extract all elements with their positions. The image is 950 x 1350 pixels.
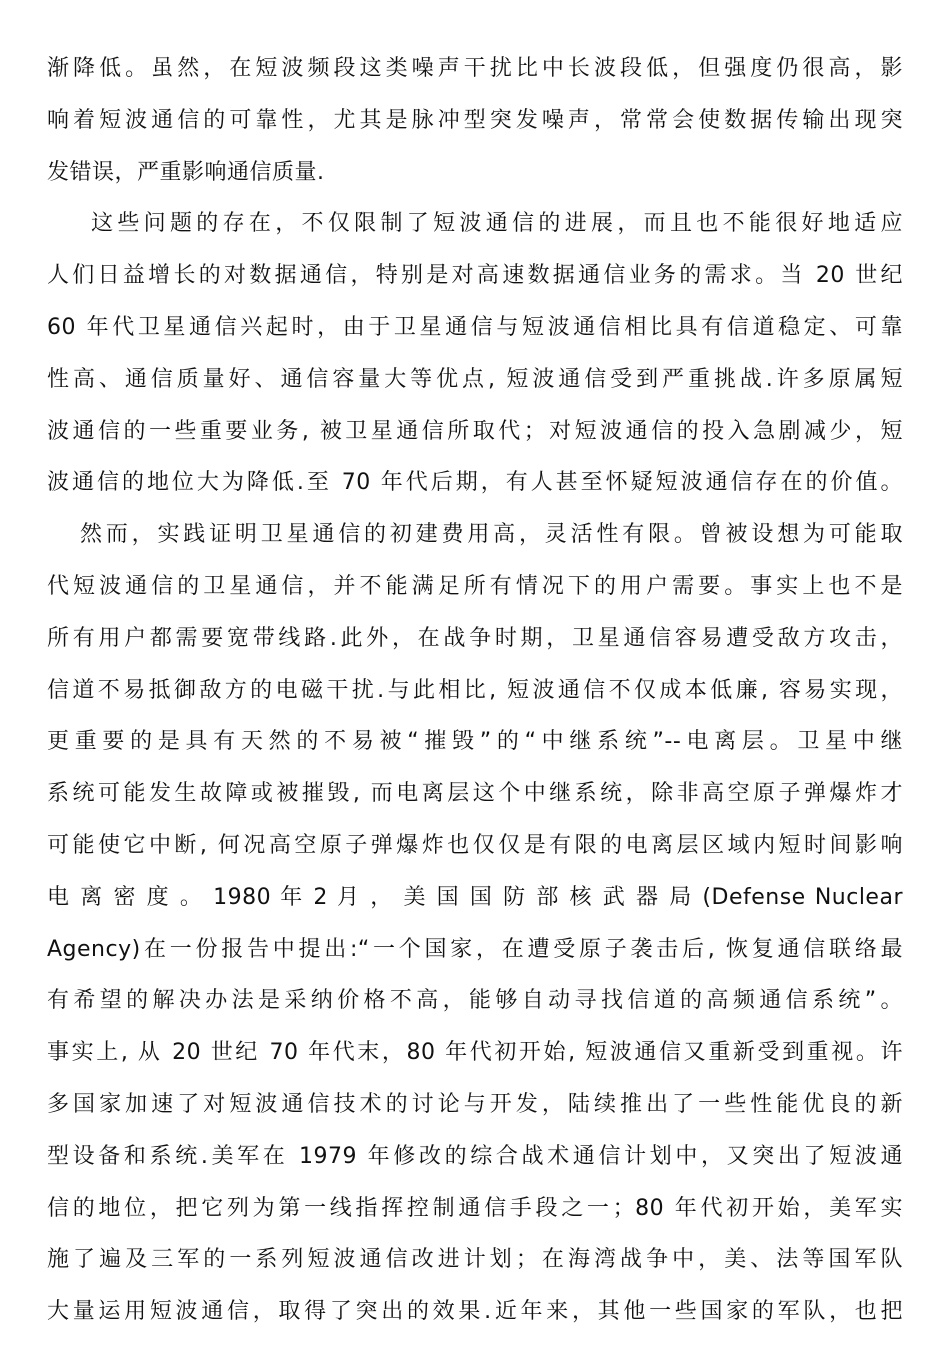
- text-line: 代短波通信的卫星通信，并不能满足所有情况下的用户需要。事实上也不是: [47, 573, 903, 599]
- text-line: 渐降低。虽然，在短波频段这类噪声干扰比中长波段低，但强度仍很高，影: [47, 56, 903, 81]
- text-line: 响着短波通信的可靠性，尤其是脉冲型突发噪声，常常会使数据传输出现突: [47, 107, 903, 133]
- text-line: 施了遍及三军的一系列短波通信改进计划；在海湾战争中，美、法等国军队: [47, 1247, 903, 1273]
- document-page: [47, 55, 903, 1350]
- text-line: 多国家加速了对短波通信技术的讨论与开发，陆续推出了一些性能优良的新: [47, 1091, 903, 1117]
- text-line: 大量运用短波通信，取得了突出的效果.近年来，其他一些国家的军队，也把: [47, 1299, 903, 1325]
- text-line: 有希望的解决办法是采纳价格不高，能够自动寻找信道的高频通信系统”。: [47, 988, 903, 1014]
- text-line: 性高、通信质量好、通信容量大等优点, 短波通信受到严重挑战.许多原属短: [47, 366, 903, 392]
- text-line: 电 离 密 度 。 1980 年 2 月 ， 美 国 国 防 部 核 武 器 局 (Defense Nuclear: [47, 884, 903, 910]
- text-line: 型设备和系统.美军在 1979 年修改的综合战术通信计划中，又突出了短波通: [47, 1143, 903, 1169]
- text-line: 信的地位，把它列为第一线指挥控制通信手段之一；80 年代初开始，美军实: [47, 1195, 903, 1221]
- text-line: 更重要的是具有天然的不易被“摧毁”的“中继系统”--电离层。卫星中继: [47, 729, 903, 755]
- text-line: 波通信的地位大为降低.至 70 年代后期，有人甚至怀疑短波通信存在的价值。: [47, 470, 903, 496]
- text-line: 波通信的一些重要业务, 被卫星通信所取代；对短波通信的投入急剧减少，短: [47, 418, 903, 444]
- text-line: 人们日益增长的对数据通信，特别是对高速数据通信业务的需求。当 20 世纪: [47, 263, 903, 289]
- text-line: 60 年代卫星通信兴起时，由于卫星通信与短波通信相比具有信道稳定、可靠: [47, 314, 903, 340]
- text-line: 然而，实践证明卫星通信的初建费用高，灵活性有限。曾被设想为可能取: [80, 522, 903, 548]
- text-line: 这些问题的存在，不仅限制了短波通信的进展，而且也不能很好地适应: [91, 211, 903, 237]
- text-line: 可能使它中断, 何况高空原子弹爆炸也仅仅是有限的电离层区域内短时间影响: [47, 832, 903, 858]
- text-line: 事实上, 从 20 世纪 70 年代末，80 年代初开始, 短波通信又重新受到重视。许: [47, 1040, 903, 1066]
- text-line: 信道不易抵御敌方的电磁干扰.与此相比, 短波通信不仅成本低廉, 容易实现，: [47, 677, 903, 703]
- text-line: 所有用户都需要宽带线路.此外，在战争时期，卫星通信容易遭受敌方攻击，: [47, 625, 903, 651]
- text-line: 系统可能发生故障或被摧毁, 而电离层这个中继系统，除非高空原子弹爆炸才: [47, 781, 903, 807]
- text-line: 发错误，严重影响通信质量.: [47, 159, 325, 185]
- text-line: Agency)在一份报告中提出:“一个国家，在遭受原子袭击后, 恢复通信联络最: [47, 936, 903, 962]
